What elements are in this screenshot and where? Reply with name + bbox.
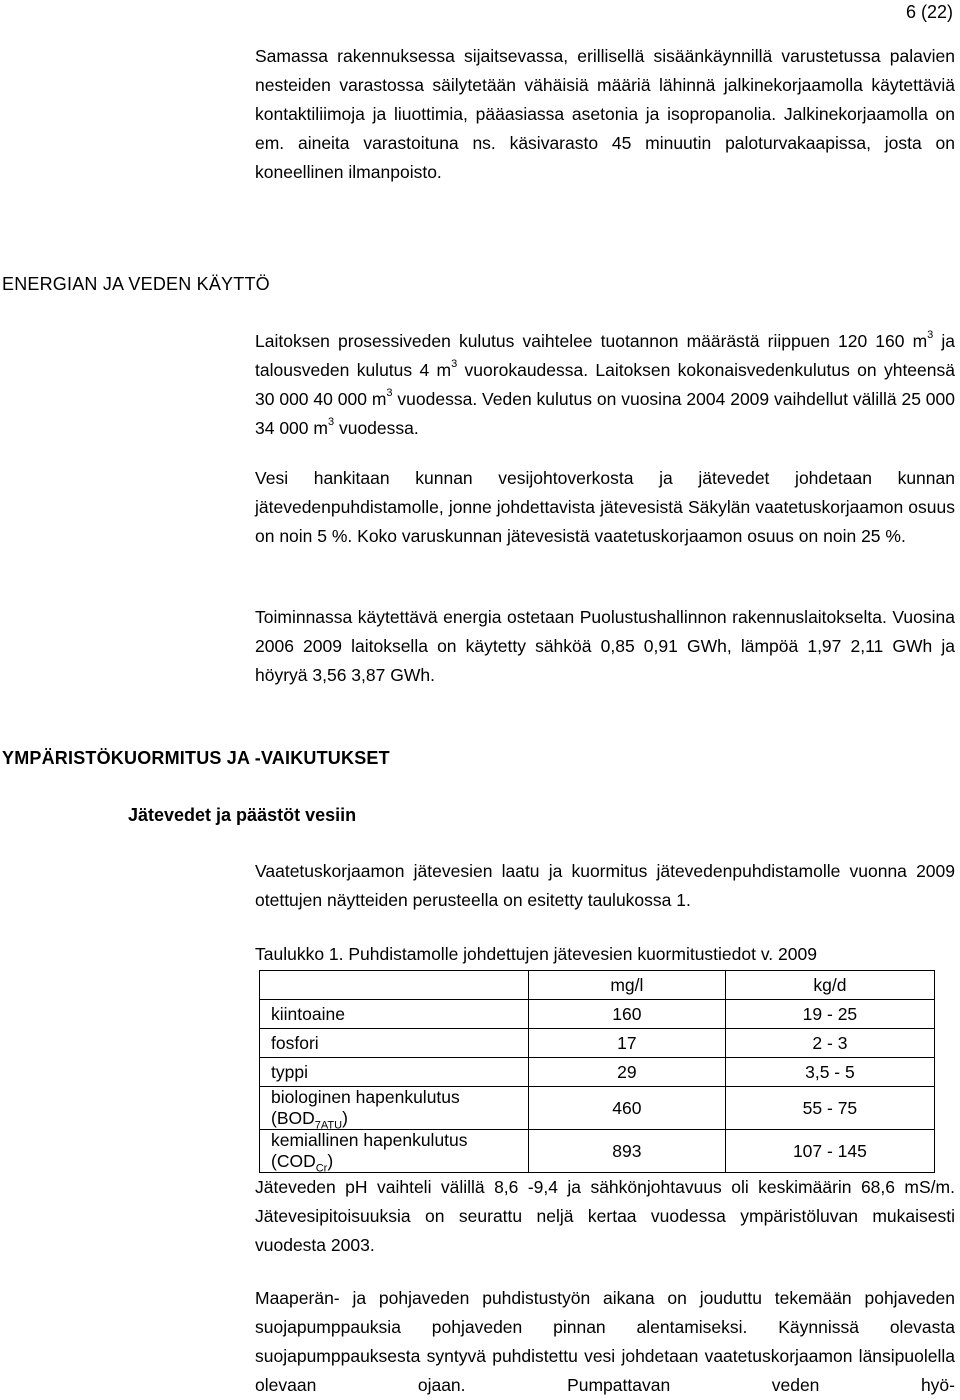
subscript: Cr	[315, 1162, 328, 1175]
table-row	[260, 1130, 935, 1173]
header-cell: kg/d	[725, 971, 934, 1000]
energy-paragraph-1	[255, 327, 955, 443]
after-paragraph-1: Jäteveden pH vaihteli välillä 8,6 -9,4 ja sähkönjohtavuus oli keskimäärin 68,6 mS/m. Jätevesipitoisuuksia on seurattu neljä kertaa vuodessa ympäristöluvan mukaisesti vuodesta 2003.	[255, 1177, 955, 1255]
energy-paragraph-3: Toiminnassa käytettävä energia ostetaan Puolustushallinnon rakennuslaitokselta. Vuosina 2006 2009 laitoksella on käytetty sähköä 0,85 0,91 GWh, lämpöä 1,97 2,11 GWh ja höyryä 3,56 3,87 GWh.	[255, 607, 955, 685]
parameter-name: kemiallinen hapenkulutus (COD	[271, 1130, 468, 1171]
energy-p1-part-a: Laitoksen prosessiveden kulutus vaihtelee tuotannon määrästä riippuen 120 160 m	[255, 331, 928, 351]
load-table	[259, 970, 935, 1173]
energy-p1-part-e: vuodessa.	[334, 418, 419, 438]
table-row	[260, 1000, 935, 1029]
mgl-cell: 29	[528, 1058, 725, 1087]
mgl-cell: 17	[528, 1029, 725, 1058]
parameter-name-end: )	[327, 1151, 334, 1171]
parameter-cell: typpi	[260, 1058, 529, 1087]
parameter-cell: fosfori	[260, 1029, 529, 1058]
superscript: 3	[327, 416, 335, 429]
parameter-name-end: )	[342, 1108, 348, 1128]
kgd-cell: 107 - 145	[725, 1130, 934, 1173]
parameter-name: biologinen hapenkulutus (BOD	[271, 1087, 460, 1128]
header-cell: mg/l	[528, 971, 725, 1000]
table-row	[260, 1029, 935, 1058]
mgl-cell: 893	[528, 1130, 725, 1173]
environment-paragraph-1: Vaatetuskorjaamon jätevesien laatu ja kuormitus jätevedenpuhdistamolle vuonna 2009 otettujen näytteiden perusteella on esitetty taulukossa 1.	[255, 861, 955, 910]
table-caption: Taulukko 1. Puhdistamolle johdettujen jätevesien kuormitustiedot v. 2009	[255, 944, 817, 964]
parameter-cell	[260, 1087, 529, 1130]
table-header-row	[260, 971, 935, 1000]
table-row	[260, 1058, 935, 1087]
kgd-cell: 19 - 25	[725, 1000, 934, 1029]
energy-heading: ENERGIAN JA VEDEN KÄYTTÖ	[2, 274, 270, 294]
parameter-cell	[260, 1130, 529, 1173]
energy-paragraph-2: Vesi hankitaan kunnan vesijohtoverkosta ja jätevedet johdetaan kunnan jätevedenpuhdistamolle, jonne johdettavista jätevesistä Säkylän vaatetuskorjaamon osuus on noin 5 %. Koko varuskunnan jätevesistä vaatetuskorjaamon osuus on noin 25 %.	[255, 468, 955, 546]
after-paragraph-2: Maaperän- ja pohjaveden puhdistustyön aikana on jouduttu tekemään pohjaveden suojapumppauksia pohjaveden pinnan alentamiseksi. Käynnissä olevasta suojapumppauksesta syntyvä puhdistettu vesi johdetaan vaatetuskorjaamon länsipuolella olevaan ojaan. Pumpattavan veden hyö-	[255, 1288, 955, 1395]
mgl-cell: 460	[528, 1087, 725, 1130]
parameter-cell: kiintoaine	[260, 1000, 529, 1029]
wastewater-subheading: Jätevedet ja päästöt vesiin	[128, 805, 357, 825]
superscript: 3	[927, 329, 934, 342]
kgd-cell: 55 - 75	[725, 1087, 934, 1130]
kgd-cell: 3,5 - 5	[725, 1058, 934, 1087]
page-number: 6 (22)	[905, 2, 953, 22]
table-row	[260, 1087, 935, 1130]
header-cell	[260, 971, 529, 1000]
mgl-cell: 160	[528, 1000, 725, 1029]
kgd-cell: 2 - 3	[725, 1029, 934, 1058]
superscript: 3	[451, 358, 458, 371]
superscript: 3	[386, 387, 393, 400]
energy-p1-part-b: ja talousveden kulutus 4 m	[255, 331, 955, 380]
subscript: 7ATU	[314, 1119, 343, 1132]
environment-heading: YMPÄRISTÖKUORMITUS JA -VAIKUTUKSET	[2, 748, 390, 768]
energy-p1-part-d: vuodessa. Veden kulutus on vuosina 2004 2009 vaihdellut välillä 25 000 34 000 m	[255, 389, 956, 438]
energy-p1-part-c: vuorokaudessa. Laitoksen kokonaisvedenkulutus on yhteensä 30 000 40 000 m	[255, 360, 955, 409]
intro-paragraph: Samassa rakennuksessa sijaitsevassa, erillisellä sisäänkäynnillä varustetussa palavien nesteiden varastossa säilytetään vähäisiä määriä lähinnä jalkinekorjaamolla käytettäviä kontaktiliimoja ja liuottimia, pääasiassa asetonia ja isopropanolia. Jalkinekorjaamolla on em. aineita varastoituna ns. käsivarasto 45 minuutin paloturvakaapissa, josta on koneellinen ilmanpoisto.	[255, 46, 955, 182]
